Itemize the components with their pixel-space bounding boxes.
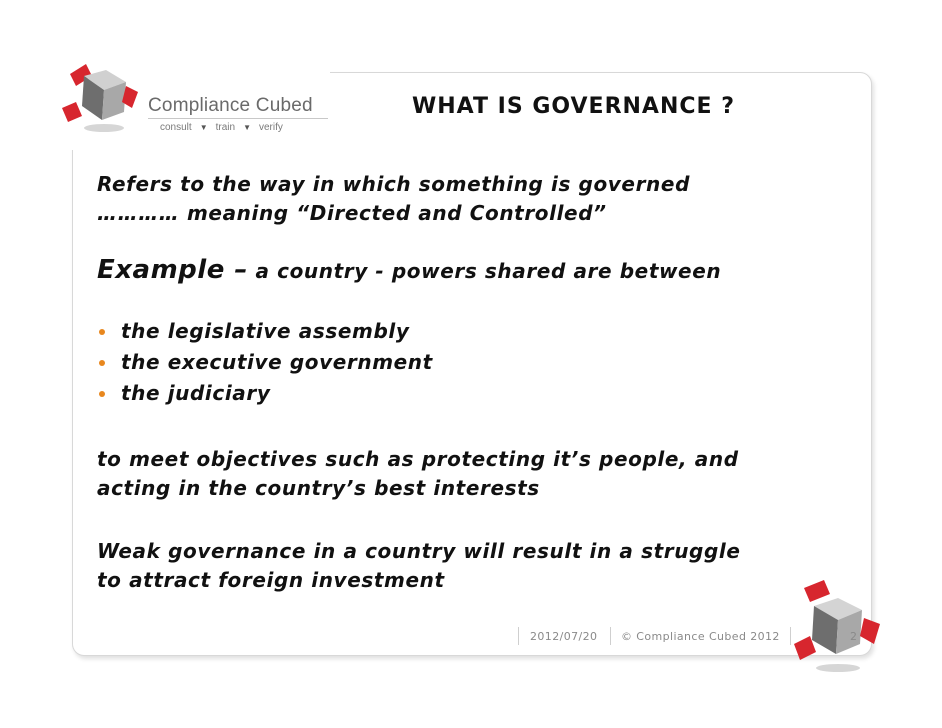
slide-title: WHAT IS GOVERNANCE ? [412, 94, 735, 119]
bullet-list [97, 316, 857, 409]
tagline-train: train [215, 122, 236, 133]
objectives-line-2: acting in the country’s best interests [97, 476, 540, 500]
intro-line-1: Refers to the way in which something is governed [97, 172, 690, 196]
triangle-down-icon: ▼ [199, 123, 208, 132]
list-item [97, 316, 857, 347]
footer-divider [610, 627, 611, 645]
list-item [97, 378, 857, 409]
triangle-down-icon: ▼ [243, 123, 251, 132]
slide-body [97, 170, 857, 595]
intro-line-2: ………… meaning “Directed and Controlled” [97, 201, 607, 225]
footer-divider [518, 627, 519, 645]
bullet-icon [99, 329, 105, 335]
example-line [97, 255, 857, 285]
logo-tagline [160, 122, 283, 133]
objectives-line-1: to meet objectives such as protecting it’s people, and [97, 447, 739, 471]
tagline-consult: consult [160, 122, 192, 133]
bullet-text: the judiciary [121, 381, 271, 405]
weak-governance-line-1: Weak governance in a country will result in a struggle [97, 539, 741, 563]
footer-copyright: © Compliance Cubed 2012 [621, 630, 780, 643]
tagline-verify: verify [258, 122, 283, 133]
cube-logo-icon [60, 62, 140, 136]
example-text: a country - powers shared are between [247, 259, 722, 283]
weak-governance-line-2: to attract foreign investment [97, 568, 445, 592]
logo-divider [148, 118, 328, 119]
page-number: 2 [850, 630, 858, 643]
bullet-icon [99, 360, 105, 366]
cube-decoration-icon [790, 578, 886, 678]
list-item [97, 347, 857, 378]
example-label: Example – [97, 255, 248, 285]
bullet-text: the legislative assembly [121, 319, 410, 343]
bullet-text: the executive government [121, 350, 433, 374]
brand-name: Compliance Cubed [148, 95, 313, 116]
bullet-icon [99, 391, 105, 397]
footer-date: 2012/07/20 [530, 630, 598, 643]
